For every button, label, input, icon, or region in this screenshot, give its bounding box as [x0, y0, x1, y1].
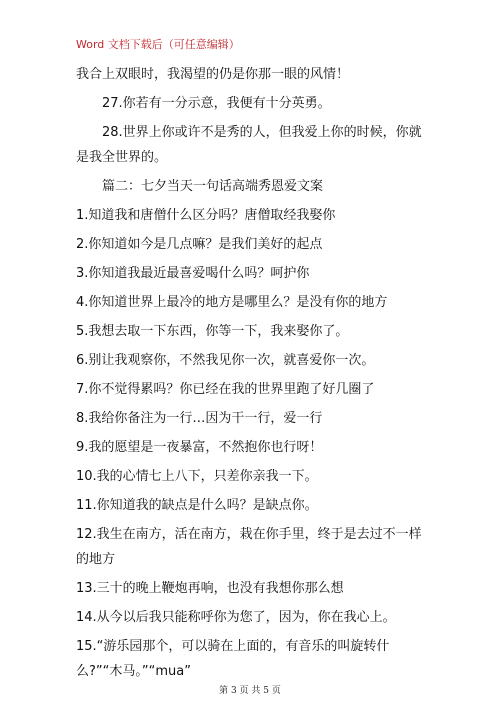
list-item: 13.三十的晚上鞭炮再响，也没有我想你那么想: [76, 581, 344, 596]
document-body: [76, 62, 428, 684]
list-item: 3.你知道我最近最喜爱喝什么吗？呵护你: [76, 266, 310, 281]
list-item: 7.你不觉得累吗？你已经在我的世界里跑了好几圈了: [76, 382, 375, 397]
page-number: 第 3 页 共 5 页: [219, 686, 281, 696]
list-item: 14.从今以后我只能称呼你为您了，因为，你在我心上。: [76, 610, 396, 625]
paragraph-0: 我合上双眼时，我渴望的仍是你那一眼的风情！: [76, 67, 350, 82]
list-item: 12.我生在南方，活在南方，栽在你手里，终于是去过不一样的地方: [76, 527, 422, 567]
section-title: 篇二：七夕当天一句话高端秀恩爱文案: [102, 179, 324, 194]
list-item: 10.我的心情七上八下，只差你亲我一下。: [76, 469, 318, 484]
list-item: 2.你知道如今是几点嘛？是我们美好的起点: [76, 237, 323, 252]
paragraph-2: 28.世界上你或许不是秀的人，但我爱上你的时候，你就是我全世界的。: [76, 125, 422, 165]
document-header: Word 文档下载后（可任意编辑）: [76, 38, 240, 51]
list-item: 8.我给你备注为一行…因为干一行，爱一行: [76, 411, 323, 426]
list-item: 1.知道我和唐僧什么区分吗？唐僧取经我娶你: [76, 208, 336, 223]
list-item: 5.我想去取一下东西，你等一下，我来娶你了。: [76, 324, 349, 339]
list-item: 4.你知道世界上最冷的地方是哪里么？是没有你的地方: [76, 295, 388, 310]
list-item: 15.“游乐园那个，可以骑在上面的，有音乐的叫旋转什么?”“木马。”“mua”: [76, 639, 390, 679]
paragraph-1: 27.你若有一分示意，我便有十分英勇。: [102, 96, 331, 111]
list-item: 6.别让我观察你，不然我见你一次，就喜爱你一次。: [76, 353, 375, 368]
list-item: 11.你知道我的缺点是什么吗？是缺点你。: [76, 498, 318, 513]
list-item: 9.我的愿望是一夜暴富，不然抱你也行呀！: [76, 440, 323, 455]
